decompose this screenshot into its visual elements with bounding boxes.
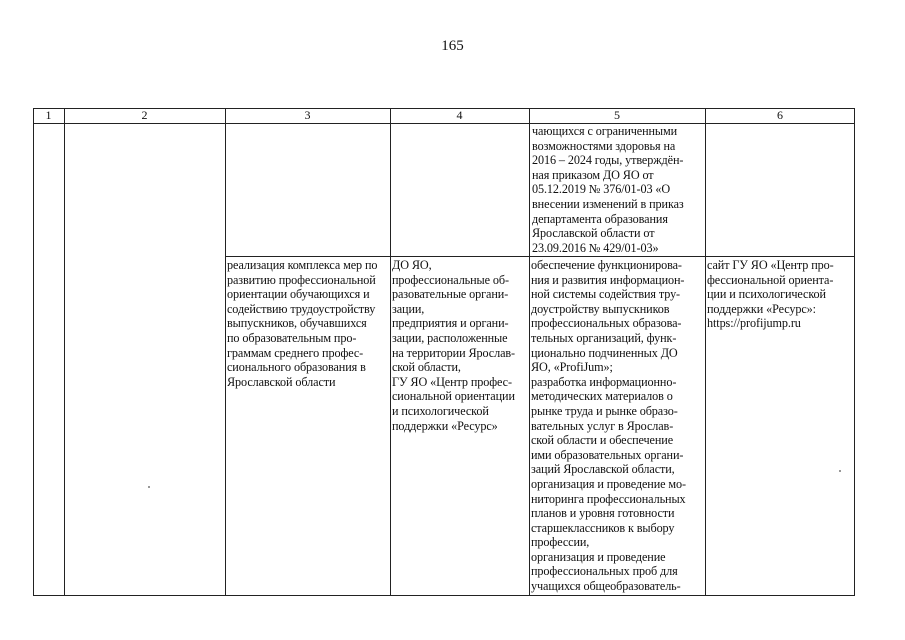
column-header: 4 xyxy=(456,108,463,122)
scan-speck xyxy=(839,470,841,472)
column-header: 5 xyxy=(614,108,620,122)
row-divider xyxy=(225,256,855,257)
table-cell-source: сайт ГУ ЯО «Центр про- фессиональной ориента- ции и психологической поддержки «Ресурс»: https://profijump.ru xyxy=(707,258,834,331)
data-table xyxy=(33,108,855,596)
table-cell-description: обеспечение функционирова- ния и развития информацион- ной системы содействия тру- доустройству выпускников профессиональных образова- тельных организаций, функ- ционально подчиненных ДО ЯО, «ProfiJum»; разработка информационно- методических материалов о рынке труда и рынке образо- вательных услуг в Ярослав- ской области и обеспечение ими образовательных органи- заций Ярославской области, организация и проведение мо- ниторинга профессиональных планов и уровня готовности старшеклассников к выбору профессии, организация и проведение профессиональных проб для учащихся общеобразователь- xyxy=(531,258,686,594)
column-header: 1 xyxy=(45,108,52,122)
table-cell-measure: реализация комплекса мер по развитию профессиональной ориентации обучающихся и содействию трудоустройству выпускников, обучавшихся по образовательным про- граммам среднего профес- сионального образования в Ярославской области xyxy=(227,258,378,389)
header-divider xyxy=(33,123,855,124)
scan-speck xyxy=(148,486,150,488)
column-divider xyxy=(64,108,65,596)
table-cell-executors: ДО ЯО, профессиональные об- разовательные органи- зации, предприятия и органи- зации, расположенные на территории Ярослав- ской области, ГУ ЯО «Центр профес- сиональной ориентации и психологической поддержки «Ресурс» xyxy=(392,258,516,433)
column-header: 2 xyxy=(141,108,148,122)
column-divider xyxy=(390,108,391,596)
column-divider xyxy=(705,108,706,596)
column-divider xyxy=(529,108,530,596)
table-cell-continuation: чающихся с ограниченными возможностями здоровья на 2016 – 2024 годы, утверждён- ная приказом ДО ЯО от 05.12.2019 № 376/01-03 «О внесении изменений в приказ департамента образования Ярославской области от 23.09.2016 № 429/01-03» xyxy=(532,124,684,255)
page-number: 165 xyxy=(441,38,464,54)
column-header: 3 xyxy=(304,108,311,122)
column-header: 6 xyxy=(777,108,783,122)
column-divider xyxy=(225,108,226,596)
